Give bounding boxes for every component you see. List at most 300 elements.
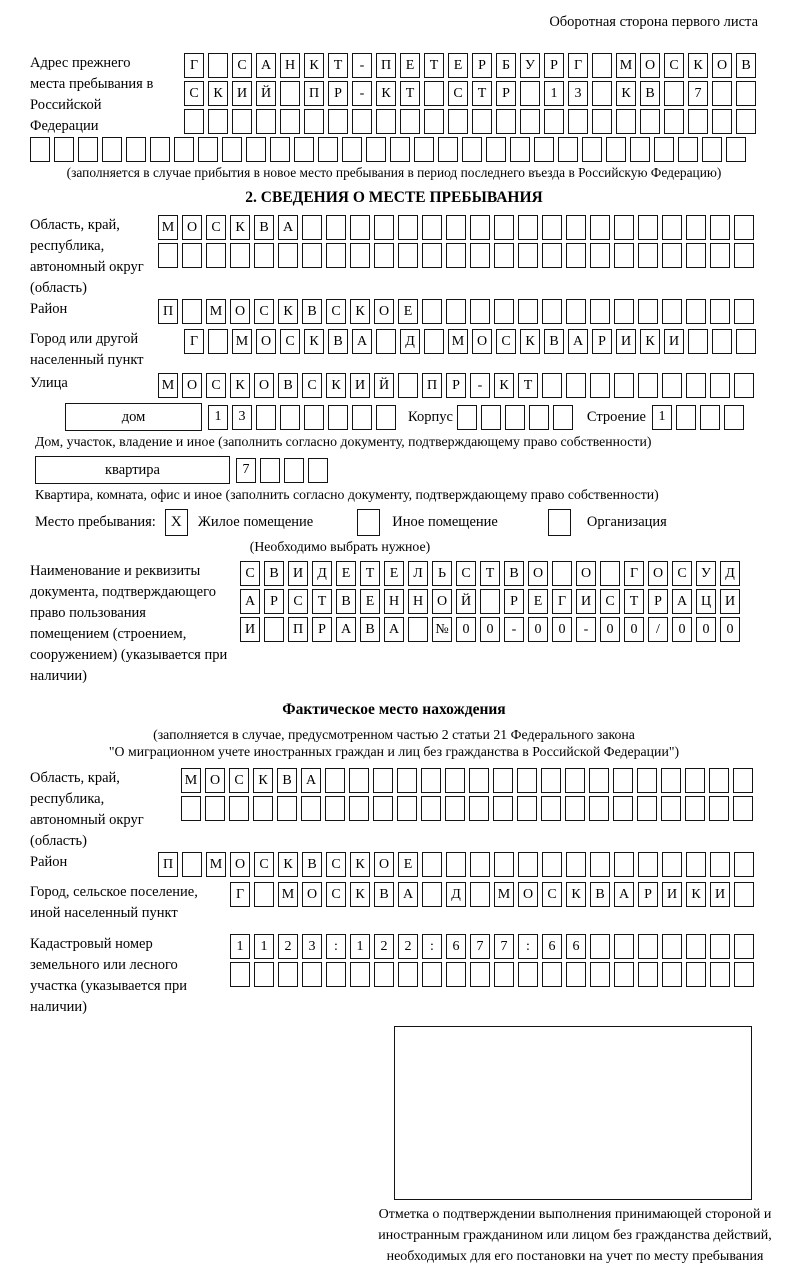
char-box[interactable]: В [504,561,524,586]
char-box[interactable] [414,137,434,162]
char-box[interactable] [254,882,274,907]
char-box[interactable]: И [240,617,260,642]
char-box[interactable] [710,373,730,398]
char-box[interactable] [614,299,634,324]
char-box[interactable] [734,934,754,959]
char-box[interactable] [637,796,657,821]
char-box[interactable] [505,405,525,430]
char-box[interactable] [222,137,242,162]
char-box[interactable] [558,137,578,162]
char-box[interactable] [736,329,756,354]
char-box[interactable]: А [398,882,418,907]
char-box[interactable]: А [614,882,634,907]
char-box[interactable]: У [520,53,540,78]
char-box[interactable]: Е [398,852,418,877]
char-box[interactable]: Т [472,81,492,106]
char-box[interactable] [613,796,633,821]
char-box[interactable] [613,768,633,793]
char-box[interactable] [590,299,610,324]
char-box[interactable]: В [278,373,298,398]
char-box[interactable] [494,299,514,324]
char-box[interactable]: С [302,373,322,398]
char-box[interactable] [590,215,610,240]
char-box[interactable] [724,405,744,430]
char-box[interactable] [480,589,500,614]
char-box[interactable] [352,109,372,134]
char-box[interactable] [566,373,586,398]
char-box[interactable] [496,109,516,134]
char-box[interactable] [710,962,730,987]
char-box[interactable] [616,109,636,134]
char-box[interactable] [328,405,348,430]
char-box[interactable]: - [576,617,596,642]
char-box[interactable] [472,109,492,134]
char-box[interactable]: А [352,329,372,354]
char-box[interactable] [457,405,477,430]
char-box[interactable]: Р [312,617,332,642]
char-box[interactable]: 1 [230,934,250,959]
char-box[interactable]: В [360,617,380,642]
char-box[interactable]: М [448,329,468,354]
char-box[interactable]: В [264,561,284,586]
char-box[interactable] [470,852,490,877]
char-box[interactable] [445,796,465,821]
char-box[interactable]: 3 [232,405,252,430]
char-box[interactable]: И [350,373,370,398]
char-box[interactable]: С [240,561,260,586]
char-box[interactable]: Р [638,882,658,907]
char-box[interactable] [518,962,538,987]
char-box[interactable]: Г [624,561,644,586]
char-box[interactable]: К [566,882,586,907]
char-box[interactable]: - [504,617,524,642]
char-box[interactable]: - [352,53,372,78]
char-box[interactable]: С [542,882,562,907]
char-box[interactable]: Р [328,81,348,106]
char-box[interactable] [590,852,610,877]
char-box[interactable] [614,852,634,877]
char-box[interactable] [688,329,708,354]
char-box[interactable] [422,215,442,240]
char-box[interactable]: А [336,617,356,642]
char-box[interactable] [494,243,514,268]
char-box[interactable] [54,137,74,162]
char-box[interactable]: К [208,81,228,106]
char-box[interactable]: В [328,329,348,354]
char-box[interactable] [592,53,612,78]
char-box[interactable] [565,768,585,793]
char-box[interactable] [376,109,396,134]
char-box[interactable]: А [301,768,321,793]
char-box[interactable]: Т [360,561,380,586]
char-box[interactable] [592,81,612,106]
char-box[interactable] [302,962,322,987]
char-box[interactable] [630,137,650,162]
char-box[interactable] [280,109,300,134]
char-box[interactable]: Й [456,589,476,614]
char-box[interactable]: В [336,589,356,614]
char-box[interactable] [182,299,202,324]
char-box[interactable] [174,137,194,162]
char-box[interactable] [229,796,249,821]
char-box[interactable] [374,215,394,240]
char-box[interactable] [326,215,346,240]
char-box[interactable]: Р [446,373,466,398]
char-box[interactable]: И [664,329,684,354]
char-box[interactable] [349,796,369,821]
char-box[interactable]: С [280,329,300,354]
char-box[interactable] [534,137,554,162]
char-box[interactable]: № [432,617,452,642]
char-box[interactable]: А [240,589,260,614]
char-box[interactable]: М [278,882,298,907]
char-box[interactable]: К [640,329,660,354]
char-box[interactable] [422,299,442,324]
char-box[interactable]: О [182,373,202,398]
char-box[interactable] [520,81,540,106]
char-box[interactable] [469,796,489,821]
char-box[interactable] [638,373,658,398]
char-box[interactable]: Г [184,53,204,78]
char-box[interactable] [614,962,634,987]
char-box[interactable]: И [232,81,252,106]
char-box[interactable]: У [696,561,716,586]
char-box[interactable]: М [616,53,636,78]
char-box[interactable]: 7 [236,458,256,483]
char-box[interactable]: С [232,53,252,78]
char-box[interactable] [352,405,372,430]
char-box[interactable]: П [158,299,178,324]
char-box[interactable] [350,962,370,987]
char-box[interactable] [638,962,658,987]
char-box[interactable] [326,243,346,268]
char-box[interactable]: С [326,299,346,324]
char-box[interactable] [662,215,682,240]
char-box[interactable] [408,617,428,642]
char-box[interactable] [518,243,538,268]
char-box[interactable]: Р [648,589,668,614]
char-box[interactable]: 0 [480,617,500,642]
char-box[interactable]: 1 [350,934,370,959]
char-box[interactable]: М [158,373,178,398]
char-box[interactable]: 1 [544,81,564,106]
char-box[interactable]: К [494,373,514,398]
char-box[interactable]: - [470,373,490,398]
char-box[interactable]: С [326,882,346,907]
char-box[interactable]: Н [408,589,428,614]
char-box[interactable] [304,109,324,134]
char-box[interactable] [302,243,322,268]
char-box[interactable]: : [518,934,538,959]
char-box[interactable] [126,137,146,162]
char-box[interactable]: Д [446,882,466,907]
char-box[interactable] [592,109,612,134]
char-box[interactable]: К [278,299,298,324]
char-box[interactable]: М [232,329,252,354]
char-box[interactable] [640,109,660,134]
char-box[interactable]: Т [424,53,444,78]
char-box[interactable]: 6 [542,934,562,959]
char-box[interactable]: К [350,299,370,324]
char-box[interactable] [230,243,250,268]
char-box[interactable] [566,852,586,877]
char-box[interactable] [422,962,442,987]
char-box[interactable]: Р [504,589,524,614]
char-box[interactable] [246,137,266,162]
char-box[interactable] [376,405,396,430]
char-box[interactable] [280,81,300,106]
char-box[interactable]: 1 [652,405,672,430]
char-box[interactable] [424,81,444,106]
char-box[interactable] [318,137,338,162]
char-box[interactable]: Й [256,81,276,106]
char-box[interactable] [462,137,482,162]
char-box[interactable]: О [374,299,394,324]
char-box[interactable] [734,215,754,240]
char-box[interactable] [277,796,297,821]
char-box[interactable] [734,299,754,324]
char-box[interactable]: Д [720,561,740,586]
char-box[interactable] [342,137,362,162]
char-box[interactable]: В [277,768,297,793]
char-box[interactable] [150,137,170,162]
char-box[interactable]: 6 [446,934,466,959]
stay-option-dwelling-checkbox[interactable] [165,509,188,536]
char-box[interactable] [662,299,682,324]
char-box[interactable] [686,373,706,398]
char-box[interactable] [542,299,562,324]
char-box[interactable]: 0 [696,617,716,642]
char-box[interactable] [446,962,466,987]
char-box[interactable] [590,962,610,987]
char-box[interactable] [638,243,658,268]
char-box[interactable]: К [376,81,396,106]
char-box[interactable]: О [528,561,548,586]
char-box[interactable]: О [576,561,596,586]
char-box[interactable]: : [422,934,442,959]
char-box[interactable] [542,215,562,240]
char-box[interactable] [614,243,634,268]
char-box[interactable] [589,796,609,821]
char-box[interactable] [638,299,658,324]
char-box[interactable]: С [206,215,226,240]
char-box[interactable]: С [206,373,226,398]
char-box[interactable]: С [600,589,620,614]
stay-option-organization-checkbox[interactable] [548,509,571,536]
char-box[interactable] [208,329,228,354]
char-box[interactable] [529,405,549,430]
char-box[interactable]: К [688,53,708,78]
char-box[interactable]: Е [448,53,468,78]
char-box[interactable] [254,243,274,268]
char-box[interactable] [469,768,489,793]
char-box[interactable]: Т [328,53,348,78]
char-box[interactable] [205,796,225,821]
char-box[interactable] [676,405,696,430]
char-box[interactable] [78,137,98,162]
char-box[interactable]: П [422,373,442,398]
char-box[interactable] [654,137,674,162]
char-box[interactable] [494,852,514,877]
char-box[interactable] [357,509,380,536]
char-box[interactable]: В [374,882,394,907]
char-box[interactable] [486,137,506,162]
char-box[interactable] [253,796,273,821]
char-box[interactable]: С [448,81,468,106]
char-box[interactable] [280,405,300,430]
char-box[interactable] [686,243,706,268]
char-box[interactable] [264,617,284,642]
char-box[interactable] [686,215,706,240]
char-box[interactable]: О [648,561,668,586]
char-box[interactable] [470,299,490,324]
char-box[interactable] [208,109,228,134]
char-box[interactable] [710,299,730,324]
char-box[interactable] [325,796,345,821]
char-box[interactable]: К [304,53,324,78]
char-box[interactable] [566,962,586,987]
char-box[interactable] [662,852,682,877]
char-box[interactable]: 1 [208,405,228,430]
char-box[interactable] [548,509,571,536]
char-box[interactable] [181,796,201,821]
char-box[interactable] [448,109,468,134]
char-box[interactable] [270,137,290,162]
char-box[interactable]: Е [400,53,420,78]
char-box[interactable]: О [518,882,538,907]
char-box[interactable]: П [288,617,308,642]
char-box[interactable]: М [158,215,178,240]
char-box[interactable]: Е [528,589,548,614]
char-box[interactable] [702,137,722,162]
char-box[interactable] [350,243,370,268]
char-box[interactable]: К [520,329,540,354]
char-box[interactable]: 2 [398,934,418,959]
char-box[interactable]: / [648,617,668,642]
char-box[interactable] [374,962,394,987]
char-box[interactable] [661,768,681,793]
char-box[interactable]: 3 [568,81,588,106]
char-box[interactable] [493,768,513,793]
char-box[interactable]: И [288,561,308,586]
char-box[interactable]: Р [264,589,284,614]
char-box[interactable]: Р [592,329,612,354]
char-box[interactable] [736,109,756,134]
char-box[interactable]: 0 [600,617,620,642]
char-box[interactable] [470,962,490,987]
char-box[interactable] [254,962,274,987]
char-box[interactable] [734,852,754,877]
char-box[interactable] [710,215,730,240]
char-box[interactable] [481,405,501,430]
char-box[interactable]: А [384,617,404,642]
char-box[interactable]: 7 [688,81,708,106]
char-box[interactable] [590,934,610,959]
char-box[interactable]: С [456,561,476,586]
char-box[interactable]: Е [384,561,404,586]
char-box[interactable]: 7 [470,934,490,959]
char-box[interactable] [256,405,276,430]
char-box[interactable] [710,934,730,959]
char-box[interactable] [493,796,513,821]
char-box[interactable]: С [664,53,684,78]
char-box[interactable]: 0 [456,617,476,642]
char-box[interactable]: Т [400,81,420,106]
char-box[interactable] [590,373,610,398]
char-box[interactable]: X [165,509,188,536]
char-box[interactable] [637,768,657,793]
char-box[interactable]: Ц [696,589,716,614]
char-box[interactable] [208,53,228,78]
char-box[interactable]: С [254,852,274,877]
char-box[interactable]: К [326,373,346,398]
char-box[interactable] [664,81,684,106]
char-box[interactable]: Д [400,329,420,354]
char-box[interactable]: Й [374,373,394,398]
char-box[interactable] [398,215,418,240]
char-box[interactable]: О [712,53,732,78]
char-box[interactable] [686,299,706,324]
char-box[interactable] [589,768,609,793]
char-box[interactable]: И [576,589,596,614]
char-box[interactable]: К [253,768,273,793]
char-box[interactable] [284,458,304,483]
char-box[interactable] [734,962,754,987]
char-box[interactable]: Р [544,53,564,78]
char-box[interactable] [686,962,706,987]
char-box[interactable] [260,458,280,483]
char-box[interactable] [206,243,226,268]
char-box[interactable]: 0 [720,617,740,642]
char-box[interactable] [422,243,442,268]
char-box[interactable] [614,934,634,959]
char-box[interactable] [182,852,202,877]
char-box[interactable]: М [206,299,226,324]
char-box[interactable] [736,81,756,106]
char-box[interactable]: О [182,215,202,240]
char-box[interactable] [424,109,444,134]
char-box[interactable]: - [352,81,372,106]
char-box[interactable] [518,215,538,240]
char-box[interactable]: 3 [302,934,322,959]
char-box[interactable]: К [230,215,250,240]
char-box[interactable] [664,109,684,134]
char-box[interactable]: О [254,373,274,398]
char-box[interactable] [446,215,466,240]
char-box[interactable] [542,962,562,987]
char-box[interactable]: О [374,852,394,877]
char-box[interactable]: В [736,53,756,78]
char-box[interactable] [662,373,682,398]
char-box[interactable] [678,137,698,162]
char-box[interactable] [566,215,586,240]
char-box[interactable] [470,243,490,268]
char-box[interactable] [518,299,538,324]
char-box[interactable]: П [304,81,324,106]
char-box[interactable]: К [230,373,250,398]
char-box[interactable]: М [206,852,226,877]
char-box[interactable] [710,243,730,268]
char-box[interactable] [397,768,417,793]
char-box[interactable]: С [254,299,274,324]
char-box[interactable] [685,796,705,821]
char-box[interactable]: Е [360,589,380,614]
char-box[interactable] [553,405,573,430]
char-box[interactable]: 2 [374,934,394,959]
char-box[interactable] [397,796,417,821]
char-box[interactable] [542,243,562,268]
char-box[interactable]: А [256,53,276,78]
